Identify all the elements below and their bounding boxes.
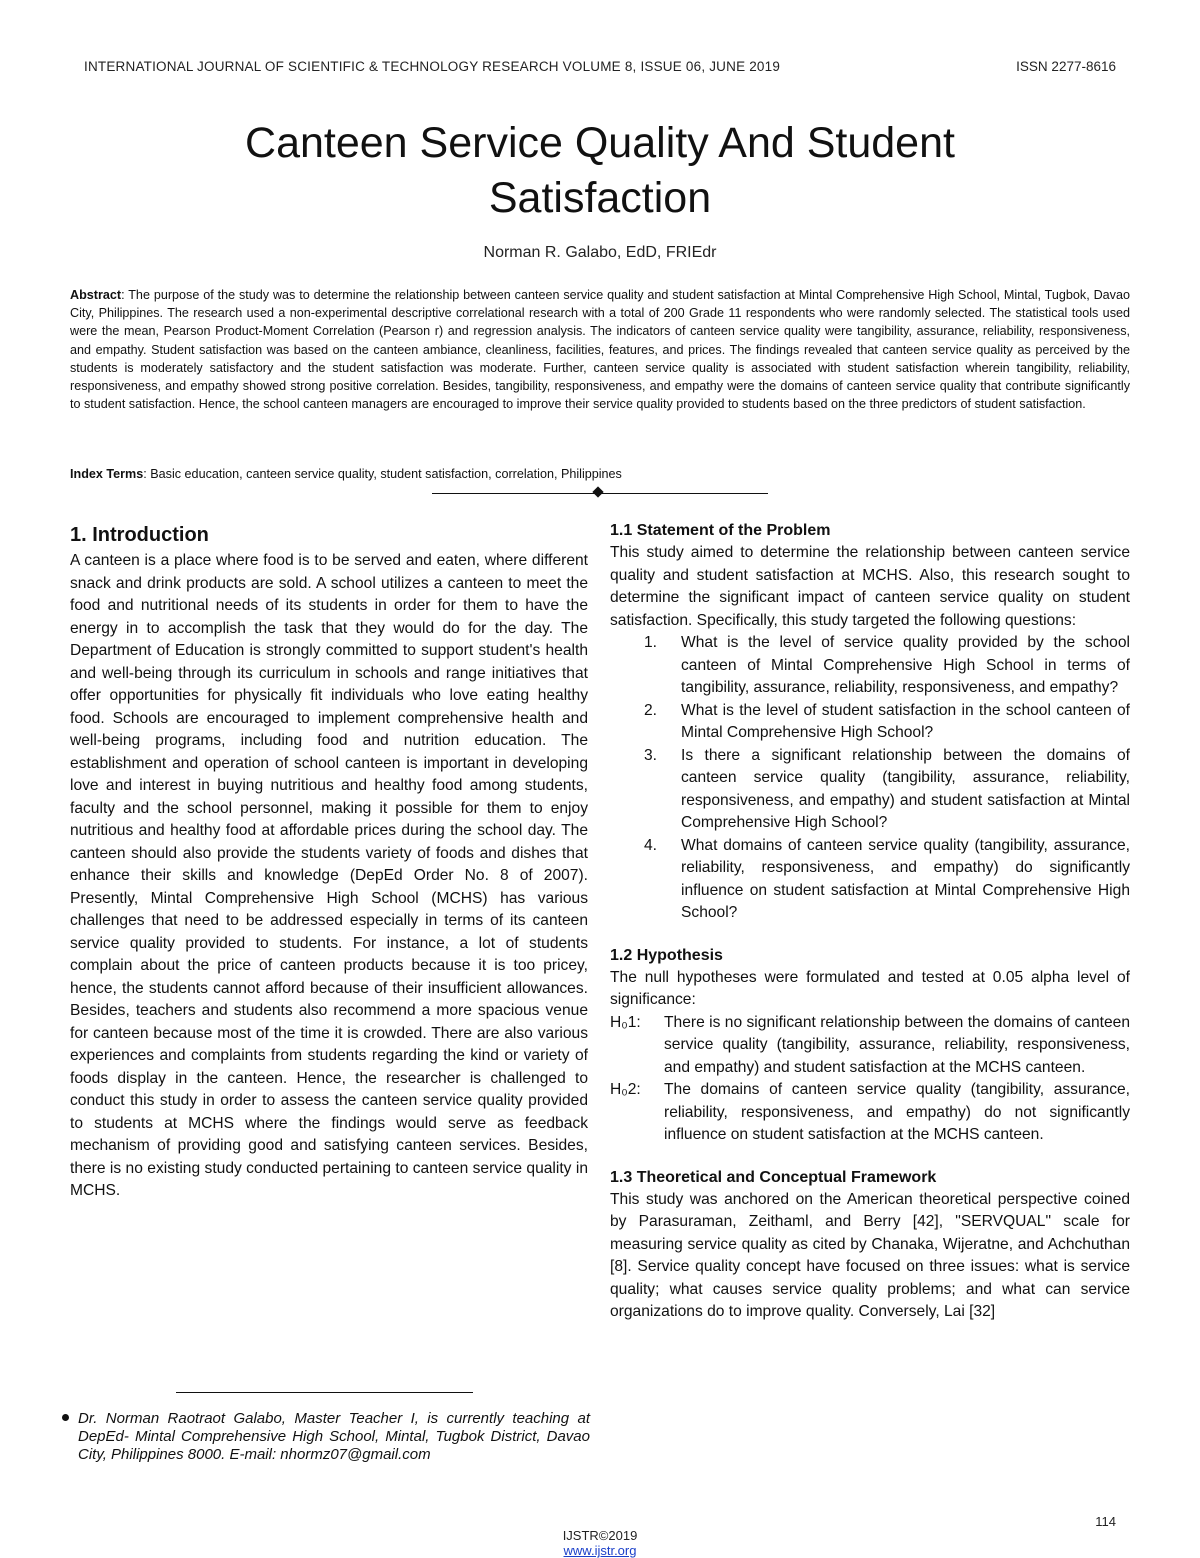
research-questions: [610, 632, 1130, 925]
footer-link[interactable]: www.ijstr.org: [563, 1543, 637, 1558]
abstract-text: : The purpose of the study was to determine the relationship between canteen service quality and student satisfaction at Mintal Comprehensive High School, Mintal, Tugbok, Davao City, Philippines. The research used a non-experimental descriptive correlational research with a total of 200 Grade 11 respondents who were randomly selected. The statistical tools used were the mean, Pearson Product-Moment Correlation (Pearson r) and regression analysis. The indicators of canteen service quality were tangibility, assurance, reliability, responsiveness, and empathy. Student satisfaction was based on the canteen ambiance, cleanliness, facilities, features, and prices. The findings revealed that canteen service quality as perceived by the students is moderately satisfactory and the student satisfaction was moderate. Further, canteen service quality is associated with student satisfaction wherein tangibility, reliability, responsiveness, and empathy showed strong positive correlation. Besides, tangibility, responsiveness, and empathy were the domains of canteen service quality that contribute significantly to student satisfaction. Hence, the school canteen managers are encouraged to improve their service quality provided to students based on the three predictors of student satisfaction.: [70, 288, 1130, 412]
bullet-icon: [62, 1414, 69, 1421]
hypothesis-heading: 1.2 Hypothesis: [610, 946, 723, 964]
title-line-1: Canteen Service Quality And Student: [245, 119, 955, 167]
author-footnote: [62, 1410, 590, 1464]
footer-copyright: IJSTR©2019: [562, 1528, 638, 1543]
journal-header: INTERNATIONAL JOURNAL OF SCIENTIFIC & TECHNOLOGY RESEARCH VOLUME 8, ISSUE 06, JUNE 2019: [84, 59, 781, 74]
index-terms-text: : Basic education, canteen service quality, student satisfaction, correlation, Philippines: [143, 467, 622, 481]
page-number: 114: [1095, 1514, 1116, 1529]
question-number: 1.: [644, 634, 658, 651]
hypothesis-text: The domains of canteen service quality (tangibility, assurance, reliability, responsiveness, and empathy) do not significantly influence on student satisfaction at the MCHS canteen.: [664, 1081, 1130, 1143]
title-line-2: Satisfaction: [488, 174, 712, 222]
problem-heading: 1.1 Statement of the Problem: [610, 522, 831, 539]
abstract: [70, 286, 1130, 413]
intro-heading: 1. Introduction: [70, 524, 209, 546]
question-number: 3.: [644, 746, 658, 764]
list-item: [610, 835, 1130, 925]
list-item: [610, 632, 1130, 700]
footnote-text: Dr. Norman Raotraot Galabo, Master Teacher I, is currently teaching at DepEd- Mintal Comprehensive High School, Mintal, Tugbok District, Davao City, Philippines 8000. E-mail: nhormz07@gmail.com: [78, 1410, 590, 1463]
question-number: 4.: [644, 836, 658, 854]
left-column: [70, 522, 588, 1203]
author-line: Norman R. Galabo, EdD, FRIEdr: [483, 244, 717, 261]
framework-heading: 1.3 Theoretical and Conceptual Framework: [610, 1168, 937, 1186]
footnote-rule: [176, 1392, 473, 1393]
question-text: Is there a significant relationship between the domains of canteen service quality (tangibility, assurance, reliability, responsiveness, and empathy) and student satisfaction at Mintal Comprehensive High School?: [681, 746, 1130, 831]
hypothesis-text: There is no significant relationship between the domains of canteen service quality (tangibility, assurance, reliability, responsiveness, and empathy) and student satisfaction at the MCHS canteen.: [664, 1013, 1130, 1076]
issn: ISSN 2277-8616: [1016, 59, 1116, 74]
right-column: [610, 520, 1130, 1324]
framework-body: This study was anchored on the American theoretical perspective coined by Parasuraman, Zeithaml, and Berry [42], "SERVQUAL" scale for measuring service quality as cited by Chanaka, Wijeratne, and Achchuthan [8]. Service quality concept have focused on three issues: what is service quality; what causes service quality problems; and what can service organizations do to improve quality. Conversely, Lai [32]: [610, 1190, 1130, 1320]
hypothesis-item: [610, 1012, 1130, 1080]
problem-body: This study aimed to determine the relationship between canteen service quality and student satisfaction at MCHS. Also, this research sought to determine the significant impact of canteen service quality on student satisfaction. Specifically, this study targeted the following questions:: [610, 544, 1130, 629]
list-item: [610, 700, 1130, 745]
hypothesis-body: The null hypotheses were formulated and tested at 0.05 alpha level of significance:: [610, 968, 1130, 1008]
question-text: What domains of canteen service quality (tangibility, assurance, reliability, responsiveness, and empathy) do significantly influence on student satisfaction at Mintal Comprehensive High School?: [681, 836, 1130, 921]
abstract-label: Abstract: [70, 288, 122, 302]
index-terms: [70, 467, 622, 481]
index-terms-label: Index Terms: [70, 467, 144, 481]
section-divider: [432, 485, 768, 501]
question-text: What is the level of service quality provided by the school canteen of Mintal Comprehensive High School in terms of tangibility, assurance, reliability, responsiveness, and empathy?: [681, 634, 1130, 696]
list-item: [610, 745, 1130, 835]
question-text: What is the level of student satisfaction in the school canteen of Mintal Comprehensive High School?: [681, 701, 1130, 741]
diamond-icon: [592, 486, 603, 497]
hypothesis-label: H₀2:: [610, 1081, 641, 1098]
hypothesis-item: [610, 1079, 1130, 1147]
hypothesis-label: H₀1:: [610, 1013, 641, 1031]
paper-title: [100, 116, 1100, 226]
question-number: 2.: [644, 701, 658, 719]
intro-body: A canteen is a place where food is to be served and eaten, where different snack and drink products are sold. A school utilizes a canteen to meet the food and nutritional needs of its students in order for them to have the energy in to accomplish the task that they would do for the day. The Department of Education is strongly committed to support student's health and well-being through its curriculum in schools and range initiatives that offer opportunities for physically fit individuals who love eating healthy food. Schools are encouraged to implement comprehensive health and well-being programs, including food and nutrition education. The establishment and operation of school canteen is important in developing love and interest in buying nutritious and healthy food among students, faculty and the school personnel, making it possible for them to enjoy nutritious and healthy food at affordable prices during the school day. The canteen should also provide the students variety of foods and dishes that enhance their skills and knowledge (DepEd Order No. 8 of 2007). Presently, Mintal Comprehensive High School (MCHS) has various challenges that need to be addressed especially in terms of its canteen service quality provided to students. For instance, a lot of students complain about the price of canteen products because it is too pricey, hence, the students cannot afford because of their insufficient allowances. Besides, teachers and students also recommend a more spacious venue for canteen because most of the time it is crowded. There are also various experiences and complaints from students regarding the kind or variety of foods display in the canteen. Hence, the researcher is challenged to conduct this study in order to assess the canteen service quality provided to students at MCHS where the findings would serve as feedback mechanism of providing good and satisfying canteen services. Besides, there is no existing study conducted pertaining to canteen service quality in MCHS.: [70, 552, 588, 1199]
